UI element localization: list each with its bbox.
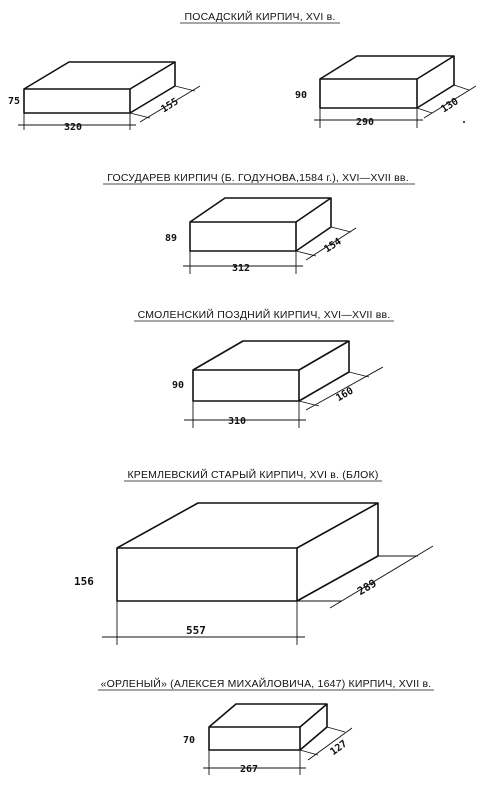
brick-front-face: [190, 222, 296, 251]
brick-side-face: [300, 704, 327, 750]
section-title-orleny: «ОРЛЕНЫЙ» (АЛЕКСЕЯ МИХАЙЛОВИЧА, 1647) КИРПИЧ, XVII в.: [100, 678, 432, 690]
brick-height-label: 89: [165, 233, 178, 244]
brick-width-label: 289: [355, 576, 379, 599]
brick-posadsky-320: [8, 62, 200, 133]
brick-smolensky-310: [172, 341, 383, 428]
brick-front-face: [193, 370, 299, 401]
brick-top-face: [24, 62, 175, 89]
brick-width-label: 154: [322, 236, 344, 256]
brick-front-face: [209, 727, 300, 750]
brick-orleny-267: [183, 704, 352, 775]
brick-length-label: 310: [228, 416, 247, 427]
brick-width-label: 127: [328, 738, 350, 758]
brick-top-face: [190, 198, 331, 222]
section-title-smolensky: СМОЛЕНСКИЙ ПОЗДНИЙ КИРПИЧ, XVI—XVII вв.: [137, 309, 391, 321]
brick-width-label: 130: [439, 96, 461, 116]
section-title-posadsky: ПОСАДСКИЙ КИРПИЧ, XVI в.: [184, 11, 336, 23]
brick-kremlevsky-557: [74, 503, 433, 645]
brick-front-face: [24, 89, 130, 113]
brick-length-label: 267: [240, 764, 259, 775]
brick-front-face: [320, 79, 417, 108]
brick-front-face: [117, 548, 297, 601]
brick-length-label: 312: [232, 263, 251, 274]
brick-top-face: [117, 503, 378, 548]
brick-height-label: 156: [74, 575, 94, 588]
brick-height-label: 70: [183, 735, 196, 746]
brick-top-face: [320, 56, 454, 79]
brick-posadsky-290: [295, 56, 476, 128]
brick-top-face: [193, 341, 349, 370]
brick-gosudarev-312: [165, 198, 356, 274]
brick-width-label: 160: [334, 385, 356, 405]
brick-length-label: 290: [356, 117, 375, 128]
brick-height-label: 75: [8, 96, 21, 107]
brick-width-label: 155: [159, 96, 181, 116]
brick-height-label: 90: [172, 380, 185, 391]
brick-height-label: 90: [295, 90, 308, 101]
section-title-gosudarev: ГОСУДАРЕВ КИРПИЧ (Б. ГОДУНОВА,1584 г.), XVI—XVII вв.: [107, 172, 409, 184]
section-title-kremlevsky: КРЕМЛЕВСКИЙ СТАРЫЙ КИРПИЧ, XVI в. (БЛОК): [127, 469, 379, 481]
brick-top-face: [209, 704, 327, 727]
brick-length-label: 320: [64, 122, 83, 133]
brick-length-label: 557: [186, 624, 206, 637]
